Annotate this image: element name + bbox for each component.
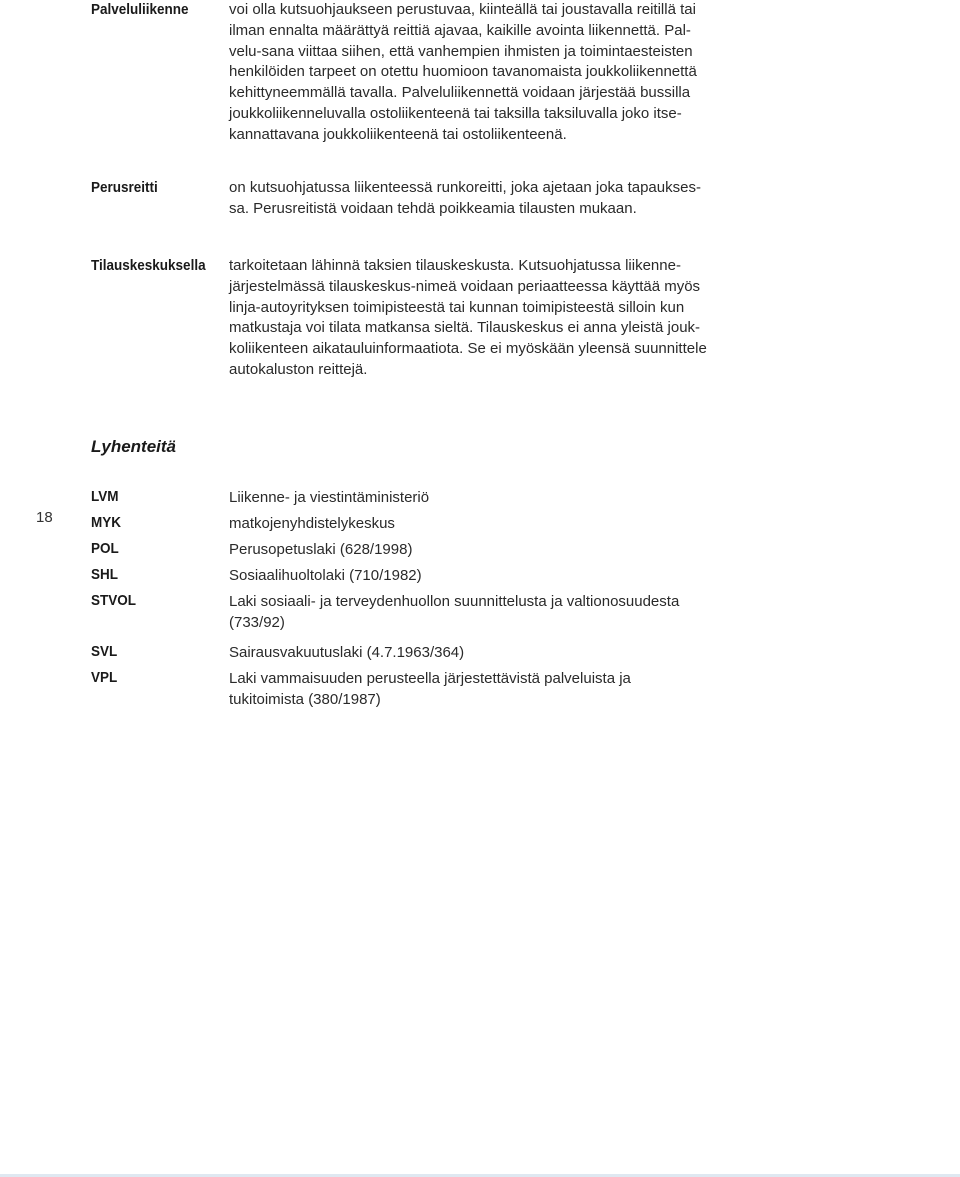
abbreviation-definition-line: Laki vammaisuuden perusteella järjestettävistä palveluista ja	[229, 670, 631, 687]
definition-line: koliikenteen aikatauluinformaatiota. Se ei myöskään yleensä suunnittele	[229, 340, 707, 358]
definition-line: velu-sana viittaa siihen, että vanhempien ihmisten ja toimintaesteisten	[229, 42, 693, 60]
glossary-definition-tilauskeskuksella	[229, 256, 739, 381]
definition-line: henkilöiden tarpeet on otettu huomioon tavanomaista joukkoliikennettä	[229, 63, 697, 81]
abbreviation-definition-line: Laki sosiaali- ja terveydenhuollon suunnittelusta ja valtionosuudesta	[229, 593, 680, 610]
abbreviation-pol: POL	[91, 540, 119, 557]
abbreviation-definition-line: Liikenne- ja viestintäministeriö	[229, 489, 430, 506]
abbreviations-heading: Lyhenteitä	[91, 437, 177, 456]
glossary-definition-palveluliikenne	[229, 0, 739, 146]
definition-line: joukkoliikenneluvalla ostoliikenteenä tai taksilla taksiluvalla joko itse-	[229, 104, 682, 122]
definition-line: ilman ennalta määrättyä reittiä ajavaa, kaikille avointa liikennettä. Pal-	[229, 21, 691, 39]
definition-line: kannattavana joukkoliikenteenä tai ostoliikenteenä.	[229, 125, 567, 143]
glossary-term-perusreitti: Perusreitti	[91, 179, 158, 196]
glossary-definition-perusreitti	[229, 178, 739, 220]
abbreviation-vpl: VPL	[91, 669, 118, 686]
abbreviation-definition-line: Sosiaalihuoltolaki (710/1982)	[229, 567, 422, 584]
definition-line: linja-autoyrityksen toimipisteestä tai kunnan toimipisteestä silloin kun	[229, 298, 685, 316]
abbreviation-shl: SHL	[91, 566, 118, 583]
abbreviation-stvol: STVOL	[91, 592, 137, 609]
abbreviation-definition-line: tukitoimista (380/1987)	[229, 691, 381, 708]
definition-line: autokaluston reittejä.	[229, 360, 368, 378]
definition-line: järjestelmässä tilauskeskus-nimeä voidaan periaatteessa käyttää myös	[229, 277, 701, 295]
definition-line: kehittyneemmällä tavalla. Palveluliikennettä voidaan järjestää bussilla	[229, 84, 691, 102]
abbreviation-lvm: LVM	[91, 488, 119, 505]
abbreviation-definition-line: Sairausvakuutuslaki (4.7.1963/364)	[229, 644, 465, 661]
abbreviation-definition-shl	[229, 565, 749, 586]
abbreviation-definition-line: Perusopetuslaki (628/1998)	[229, 541, 413, 558]
abbreviation-definition-line: (733/92)	[229, 614, 285, 631]
glossary-term-palveluliikenne: Palveluliikenne	[91, 1, 189, 18]
definition-line: tarkoitetaan lähinnä taksien tilauskeskusta. Kutsuohjatussa liikenne-	[229, 257, 681, 274]
abbreviation-definition-svl	[229, 642, 749, 663]
abbreviation-definition-pol	[229, 539, 749, 560]
definition-line: voi olla kutsuohjaukseen perustuvaa, kiinteällä tai joustavalla reitillä tai	[229, 1, 696, 18]
definition-line: matkustaja voi tilata matkansa sieltä. Tilauskeskus ei anna yleistä jouk-	[229, 319, 701, 337]
abbreviation-definition-stvol	[229, 591, 749, 633]
glossary-term-tilauskeskuksella: Tilauskeskuksella	[91, 257, 206, 274]
abbreviation-definition-vpl	[229, 668, 749, 710]
abbreviation-svl: SVL	[91, 643, 118, 660]
definition-line: on kutsuohjatussa liikenteessä runkoreitti, joka ajetaan joka tapaukses-	[229, 179, 701, 196]
abbreviation-myk: MYK	[91, 514, 122, 531]
definition-line: sa. Perusreitistä voidaan tehdä poikkeamia tilausten mukaan.	[229, 199, 637, 217]
abbreviation-definition-lvm	[229, 487, 749, 508]
abbreviation-definition-line: matkojenyhdistelykeskus	[229, 515, 395, 532]
abbreviation-definition-myk	[229, 513, 749, 534]
page-number: 18	[36, 509, 53, 526]
